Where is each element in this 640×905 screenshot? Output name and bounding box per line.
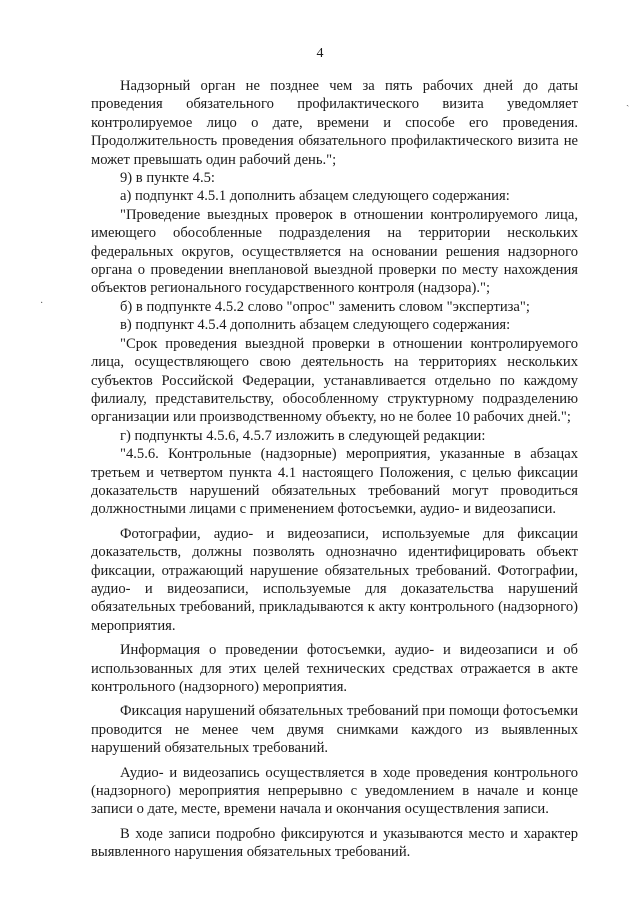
paragraph-item-9: 9) в пункте 4.5: [120,170,215,187]
paragraph-photos-video: Фотографии, аудио- и видеозаписи, используемые для фиксации доказательств, должны позволять однозначно идентифицировать объект фиксации, отражающий нарушение обязательных требований. Фотографии, аудио- и видеозаписи, используемые для доказательства нарушений обязательных требований, прикладываются к акту контрольного (надзорного) мероприятия. [91,525,578,634]
paragraph-subitem-b: б) в подпункте 4.5.2 слово "опрос" заменить словом "экспертиза"; [120,298,530,315]
paragraph-subitem-v: в) подпункт 4.5.4 дополнить абзацем следующего содержания: [120,317,511,334]
paragraph-photo-fixation: Фиксация нарушений обязательных требований при помощи фотосъемки проводится не менее чем двумя снимками каждого из выявленных нарушений обязательных требований. [91,703,578,757]
page-number: 4 [316,46,324,61]
paragraph-subitem-a: а) подпункт 4.5.1 дополнить абзацем следующего содержания: [120,188,510,205]
paragraph-clause-4-5-6: "4.5.6. Контрольные (надзорные) мероприятия, указанные в абзацах третьем и четвертом пункта 4.1 настоящего Положения, с целью фиксации доказательств нарушений обязательных требований могут проводиться должностными лицами с применением фотосъемки, аудио- и видеозаписи. [91,446,578,518]
scan-dot-mark: ˎ [626,96,630,107]
paragraph-recording-details: В ходе записи подробно фиксируются и указываются место и характер выявленного нарушения обязательных требований. [91,825,578,861]
scan-dot-mark: · [40,298,44,309]
paragraph-subitem-g: г) подпункты 4.5.6, 4.5.7 изложить в следующей редакции: [120,427,486,444]
paragraph-audio-video-recording: Аудио- и видеозапись осуществляется в ходе проведения контрольного (надзорного) мероприятия непрерывно с уведомлением в начале и конце записи о дате, месте, времени начала и окончания осуществления записи. [91,764,578,818]
page-text [91,77,578,862]
paragraph-notification: Надзорный орган не позднее чем за пять рабочих дней до даты проведения обязательного профилактического визита уведомляет контролируемое лицо о дате, времени и способе его проведения. Продолжительность проведения обязательного профилактического визита не может превышать один рабочий день."; [91,78,578,168]
paragraph-information-act: Информация о проведении фотосъемки, аудио- и видеозаписи и об использованных для этих целей технических средствах отражается в акте контрольного (надзорного) мероприятия. [91,642,578,695]
paragraph-quote-inspection-term: "Срок проведения выездной проверки в отношении контролируемого лица, осуществляющего свою деятельность на территориях нескольких субъектов Российской Федерации, устанавливается отдельно по каждому филиалу, представительству, обособленному структурному подразделению организации или производственному объекту, но не более 10 рабочих дней."; [91,335,578,426]
paragraph-quote-field-inspections: "Проведение выездных проверок в отношении контролируемого лица, имеющего обособленные подразделения на территории нескольких федеральных округов, осуществляется на основании решения надзорного органа о проведении внеплановой выездной проверки по месту нахождения объектов регионального государственного контроля (надзора)."; [91,206,578,297]
